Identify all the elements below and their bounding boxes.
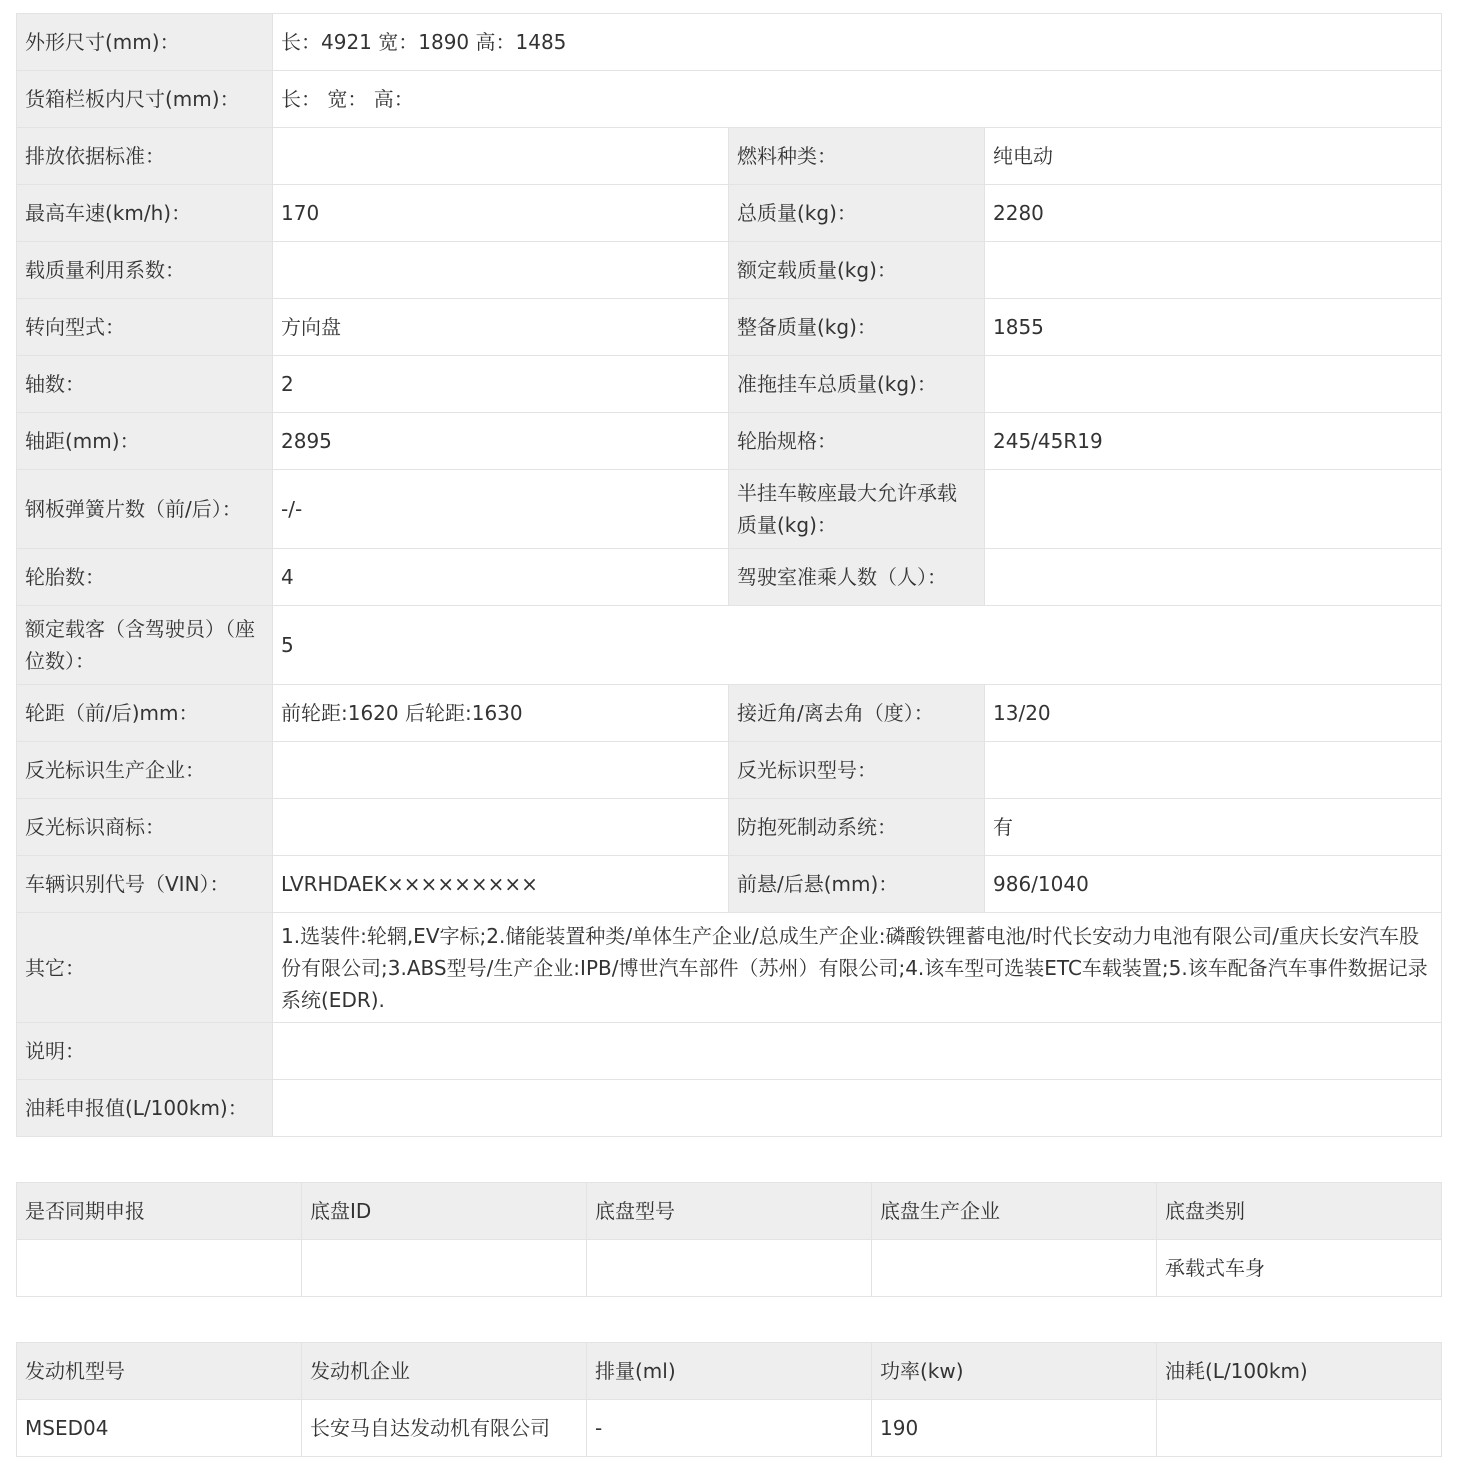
spec-row-load bbox=[17, 242, 1442, 299]
engine-header: 排量(ml) bbox=[587, 1343, 872, 1400]
spec-value-other: 1.选装件:轮辋,EV字标;2.储能装置种类/单体生产企业/总成生产企业:磷酸铁锂蓄电池/时代长安动力电池有限公司/重庆长安汽车股份有限公司;3.ABS型号/生产企业:IPB/博世汽车部件（苏州）有限公司;4.该车型可选装ETC车载装置;5.该车配备汽车事件数据记录系统(EDR). bbox=[273, 913, 1442, 1023]
engine-header: 发动机企业 bbox=[302, 1343, 587, 1400]
engine-cell: MSED04 bbox=[17, 1400, 302, 1457]
engine-data-row bbox=[17, 1400, 1442, 1457]
spec-label: 排放依据标准： bbox=[17, 128, 273, 185]
spec-value: 986/1040 bbox=[985, 856, 1442, 913]
spec-row-emission-fuel bbox=[17, 128, 1442, 185]
engine-header: 功率(kw) bbox=[872, 1343, 1157, 1400]
engine-header: 发动机型号 bbox=[17, 1343, 302, 1400]
spec-value: 4 bbox=[273, 549, 729, 606]
spec-label: 燃料种类： bbox=[729, 128, 985, 185]
spec-value: 5 bbox=[273, 606, 1442, 685]
spec-label: 说明： bbox=[17, 1023, 273, 1080]
engine-cell: 长安马自达发动机有限公司 bbox=[302, 1400, 587, 1457]
spec-label: 准拖挂车总质量(kg)： bbox=[729, 356, 985, 413]
chassis-cell bbox=[587, 1240, 872, 1297]
spec-label: 轮胎规格： bbox=[729, 413, 985, 470]
spec-label: 货箱栏板内尺寸(mm)： bbox=[17, 71, 273, 128]
chassis-cell bbox=[872, 1240, 1157, 1297]
spec-label: 其它： bbox=[17, 913, 273, 1023]
spec-value bbox=[273, 799, 729, 856]
spec-value bbox=[985, 356, 1442, 413]
spec-row-notes bbox=[17, 1023, 1442, 1080]
spec-value: 长： 宽： 高： bbox=[273, 71, 1442, 128]
spec-label: 外形尺寸(mm)： bbox=[17, 14, 273, 71]
spec-value: 1855 bbox=[985, 299, 1442, 356]
spec-value: 2895 bbox=[273, 413, 729, 470]
spec-value: -/- bbox=[273, 470, 729, 549]
chassis-header-row bbox=[17, 1183, 1442, 1240]
chassis-header: 底盘生产企业 bbox=[872, 1183, 1157, 1240]
engine-header-row bbox=[17, 1343, 1442, 1400]
spec-label: 额定载质量(kg)： bbox=[729, 242, 985, 299]
spec-row-dimensions bbox=[17, 14, 1442, 71]
spec-label: 轴数： bbox=[17, 356, 273, 413]
spec-label: 车辆识别代号（VIN）： bbox=[17, 856, 273, 913]
spec-label: 钢板弹簧片数（前/后）： bbox=[17, 470, 273, 549]
spec-value: 长：4921 宽：1890 高：1485 bbox=[273, 14, 1442, 71]
spec-row-seats bbox=[17, 606, 1442, 685]
spec-label: 反光标识生产企业： bbox=[17, 742, 273, 799]
spec-label: 前悬/后悬(mm)： bbox=[729, 856, 985, 913]
spec-label: 接近角/离去角（度）： bbox=[729, 685, 985, 742]
spec-label: 半挂车鞍座最大允许承载质量(kg)： bbox=[729, 470, 985, 549]
spec-value bbox=[273, 1080, 1442, 1137]
spec-row-track-angles bbox=[17, 685, 1442, 742]
chassis-header: 底盘ID bbox=[302, 1183, 587, 1240]
spec-row-wheelbase-tire bbox=[17, 413, 1442, 470]
spec-value bbox=[273, 1023, 1442, 1080]
spec-row-steering-curb bbox=[17, 299, 1442, 356]
spec-label: 总质量(kg)： bbox=[729, 185, 985, 242]
spec-label: 油耗申报值(L/100km)： bbox=[17, 1080, 273, 1137]
chassis-header: 底盘类别 bbox=[1157, 1183, 1442, 1240]
spec-value: 方向盘 bbox=[273, 299, 729, 356]
spec-row-cargo-box bbox=[17, 71, 1442, 128]
spec-value: 2 bbox=[273, 356, 729, 413]
spec-value: 纯电动 bbox=[985, 128, 1442, 185]
chassis-header: 底盘型号 bbox=[587, 1183, 872, 1240]
spec-row-axles-trailer bbox=[17, 356, 1442, 413]
spec-row-fuel-consumption bbox=[17, 1080, 1442, 1137]
spec-value: 13/20 bbox=[985, 685, 1442, 742]
spec-label: 额定载客（含驾驶员）（座位数）： bbox=[17, 606, 273, 685]
spec-label: 反光标识商标： bbox=[17, 799, 273, 856]
spec-value bbox=[273, 242, 729, 299]
spec-value bbox=[273, 742, 729, 799]
spec-value bbox=[985, 742, 1442, 799]
spec-row-springs-saddle bbox=[17, 470, 1442, 549]
spec-label: 载质量利用系数： bbox=[17, 242, 273, 299]
spec-value bbox=[273, 128, 729, 185]
spec-value: 2280 bbox=[985, 185, 1442, 242]
spec-value bbox=[985, 549, 1442, 606]
spec-value: LVRHDAEK××××××××× bbox=[273, 856, 729, 913]
spec-value: 170 bbox=[273, 185, 729, 242]
spec-label: 最高车速(km/h)： bbox=[17, 185, 273, 242]
engine-cell: - bbox=[587, 1400, 872, 1457]
spec-row-speed-mass bbox=[17, 185, 1442, 242]
spec-label: 轮距（前/后)mm： bbox=[17, 685, 273, 742]
spec-label: 反光标识型号： bbox=[729, 742, 985, 799]
chassis-data-row bbox=[17, 1240, 1442, 1297]
spec-label: 转向型式： bbox=[17, 299, 273, 356]
spec-label: 轮胎数： bbox=[17, 549, 273, 606]
spec-label: 整备质量(kg)： bbox=[729, 299, 985, 356]
spec-value: 245/45R19 bbox=[985, 413, 1442, 470]
spec-row-reflector-maker bbox=[17, 742, 1442, 799]
chassis-header: 是否同期申报 bbox=[17, 1183, 302, 1240]
spec-value: 前轮距:1620 后轮距:1630 bbox=[273, 685, 729, 742]
vehicle-spec-table bbox=[16, 13, 1442, 1137]
spec-label: 防抱死制动系统： bbox=[729, 799, 985, 856]
spec-row-other bbox=[17, 913, 1442, 1023]
chassis-cell bbox=[17, 1240, 302, 1297]
engine-cell bbox=[1157, 1400, 1442, 1457]
spec-value bbox=[985, 242, 1442, 299]
chassis-cell: 承载式车身 bbox=[1157, 1240, 1442, 1297]
spec-value: 有 bbox=[985, 799, 1442, 856]
engine-table bbox=[16, 1342, 1442, 1457]
spec-label: 驾驶室准乘人数（人）： bbox=[729, 549, 985, 606]
spec-value bbox=[985, 470, 1442, 549]
chassis-cell bbox=[302, 1240, 587, 1297]
spec-label: 轴距(mm)： bbox=[17, 413, 273, 470]
engine-cell: 190 bbox=[872, 1400, 1157, 1457]
engine-header: 油耗(L/100km) bbox=[1157, 1343, 1442, 1400]
spec-row-reflector-brand-abs bbox=[17, 799, 1442, 856]
spec-row-tires-cab bbox=[17, 549, 1442, 606]
spec-row-vin-overhang bbox=[17, 856, 1442, 913]
chassis-table bbox=[16, 1182, 1442, 1297]
